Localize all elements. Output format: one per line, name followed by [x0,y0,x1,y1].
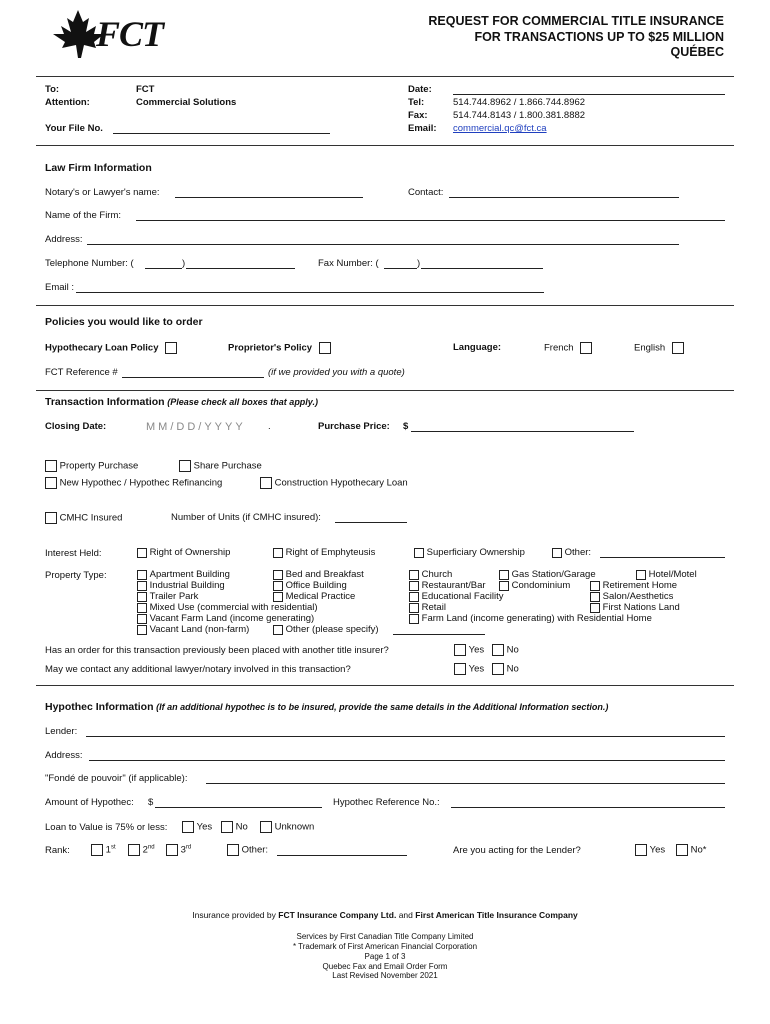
form-title [428,14,724,61]
email-field-label: Email : [45,282,75,293]
rank-second-suffix: nd [147,844,155,851]
attention-value: Commercial Solutions [136,97,237,108]
construction-option [260,477,408,489]
hypothec-address-label: Address: [45,750,83,761]
property-church [409,569,452,580]
q2-yes-label: Yes [468,663,485,675]
property-hotel-checkbox[interactable] [636,570,646,580]
cmhc-checkbox[interactable] [45,512,57,524]
q2-no [492,663,519,675]
construction-label: Construction Hypothecary Loan [274,477,408,489]
phone-label: Telephone Number: ( [45,258,134,269]
property-apartment [137,569,230,580]
hypothec-ref-field[interactable] [451,807,725,808]
transaction-heading-row [45,396,318,408]
hypothecary-policy [45,342,177,354]
interest-superficiary-label: Superficiary Ownership [426,547,525,558]
proprietor-label: Proprietor's Policy [228,342,313,354]
property-mixed-label: Mixed Use (commercial with residential) [149,602,318,613]
q1-no [492,644,519,656]
property-industrial-checkbox[interactable] [137,581,147,591]
law-firm-heading: Law Firm Information [45,162,152,174]
closing-date-input[interactable]: MM/DD/YYYY [146,421,246,433]
page-number: Page 1 of 3 [364,952,406,961]
interest-other-field[interactable] [600,557,725,558]
lender-field[interactable] [86,736,725,737]
fax-field[interactable] [421,268,543,269]
file-no-field[interactable] [113,133,330,134]
property-educational-label: Educational Facility [421,591,504,602]
tel-value: 514.744.8962 / 1.866.744.8962 [453,97,586,108]
interest-emphyteusis-checkbox[interactable] [273,548,283,558]
new-hypothec-option [45,477,222,489]
date-field[interactable] [453,94,725,95]
q2-yes [454,663,484,675]
fax-value: 514.744.8143 / 1.800.381.8882 [453,110,586,121]
fax-paren: ) [417,258,421,269]
email-link[interactable]: commercial.qc@fct.ca [453,123,547,134]
property-purchase-checkbox[interactable] [45,460,57,472]
to-value: FCT [136,84,155,95]
property-salon [590,591,673,602]
acting-yes-label: Yes [649,844,666,856]
rank-first-suffix: st [110,844,116,851]
q2-text: May we contact any additional lawyer/notary involved in this transaction? [45,664,351,675]
property-church-label: Church [421,569,453,580]
rank-third [166,844,191,856]
fct-logo [48,8,198,60]
insurer-2: First American Title Insurance Company [415,910,578,920]
q1-yes [454,644,484,656]
attention-label: Attention: [45,97,90,108]
fax-area-field[interactable] [384,268,417,269]
email-field[interactable] [76,292,544,293]
fct-ref-note: (if we provided you with a quote) [268,367,405,378]
property-vacant-farm-label: Vacant Farm Land (income generating) [149,613,315,624]
property-office [273,580,347,591]
interest-ownership-checkbox[interactable] [137,548,147,558]
units-label: Number of Units (if CMHC insured): [171,512,321,523]
property-medical-checkbox[interactable] [273,592,283,602]
transaction-heading: Transaction Information [45,396,165,408]
property-condo-checkbox[interactable] [499,581,509,591]
property-industrial [137,580,225,591]
closing-date-label: Closing Date: [45,421,107,432]
property-farm-home [409,613,652,624]
amount-field[interactable] [155,807,322,808]
property-educational [409,591,504,602]
property-industrial-label: Industrial Building [149,580,225,591]
property-apartment-checkbox[interactable] [137,570,147,580]
construction-checkbox[interactable] [260,477,272,489]
acting-for-lender-label: Are you acting for the Lender? [453,845,581,856]
insurer-1: FCT Insurance Company Ltd. [278,910,397,920]
address-field[interactable] [87,244,679,245]
property-medical-label: Medical Practice [285,591,356,602]
property-first-nations [590,602,680,613]
lender-label: Lender: [45,726,78,737]
interest-superficiary-option [414,547,525,558]
property-retail-label: Retail [421,602,446,613]
share-purchase-label: Share Purchase [193,460,262,472]
new-hypothec-checkbox[interactable] [45,477,57,489]
property-purchase-label: Property Purchase [59,460,139,472]
property-other [273,624,379,635]
transaction-note: (Please check all boxes that apply.) [167,397,318,407]
interest-ownership-option [137,547,230,558]
ltv-unknown-label: Unknown [274,821,315,833]
property-other-checkbox[interactable] [273,625,283,635]
fax-number-label: Fax Number: ( [318,258,379,269]
property-bnb [273,569,364,580]
hypothecary-checkbox[interactable] [165,342,177,354]
property-farm-home-checkbox[interactable] [409,614,419,624]
rank-third-checkbox[interactable] [166,844,178,856]
interest-ownership-label: Right of Ownership [149,547,231,558]
hypothec-address-field[interactable] [89,760,725,761]
divider [36,145,734,146]
interest-other-label: Other: [564,547,592,558]
ltv-label: Loan to Value is 75% or less: [45,822,168,833]
to-label: To: [45,84,60,95]
property-gas-label: Gas Station/Garage [511,569,596,580]
property-vacant-land-checkbox[interactable] [137,625,147,635]
rank-third-label: 3 [180,844,186,856]
property-trailer-label: Trailer Park [149,591,199,602]
units-field[interactable] [335,522,407,523]
q1-text: Has an order for this transaction previously been placed with another title insurer? [45,645,389,656]
property-retail [409,602,446,613]
proprietor-policy [228,342,331,354]
ltv-yes [182,821,212,833]
rank-first-checkbox[interactable] [91,844,103,856]
tel-label: Tel: [408,97,425,108]
interest-other-option [552,547,591,558]
share-purchase-checkbox[interactable] [179,460,191,472]
file-no-label: Your File No. [45,123,103,134]
date-label: Date: [408,84,432,95]
property-restaurant-label: Restaurant/Bar [421,580,486,591]
divider [36,305,734,306]
form-name: Quebec Fax and Email Order Form [322,962,448,971]
ltv-unknown [260,821,314,833]
property-vacant-land-label: Vacant Land (non-farm) [149,624,250,635]
insurance-and: and [398,910,413,920]
property-church-checkbox[interactable] [409,570,419,580]
new-hypothec-label: New Hypothec / Hypothec Refinancing [59,477,223,489]
property-vacant-land [137,624,249,635]
amount-symbol: $ [148,797,154,808]
property-vacant-farm-checkbox[interactable] [137,614,147,624]
rank-second-label: 2 [142,844,148,856]
title-line-2: FOR TRANSACTIONS UP TO $25 MILLION [474,29,724,44]
hypothec-heading-row [45,701,608,713]
logo-text: FCT [96,14,164,54]
property-hotel-label: Hotel/Motel [648,569,697,580]
title-line-1: REQUEST FOR COMMERCIAL TITLE INSURANCE [428,14,724,28]
contact-field[interactable] [449,197,679,198]
share-purchase-option [179,460,262,472]
property-purchase-option [45,460,138,472]
english-label: English [634,342,666,354]
q2-yes-checkbox[interactable] [454,663,466,675]
notary-field[interactable] [175,197,363,198]
interest-emphyteusis-label: Right of Emphyteusis [285,547,376,558]
ltv-yes-checkbox[interactable] [182,821,194,833]
contact-label: Contact: [408,187,444,198]
rank-first-label: 1 [105,844,111,856]
q1-no-label: No [506,644,519,656]
property-apartment-label: Apartment Building [149,569,230,580]
ltv-no [221,821,248,833]
phone-field[interactable] [186,268,295,269]
rank-second-checkbox[interactable] [128,844,140,856]
interest-emphyteusis-option [273,547,375,558]
property-gas-checkbox[interactable] [499,570,509,580]
hypothec-heading: Hypothec Information [45,701,154,713]
acting-no-label: No* [690,844,707,856]
property-mixed [137,602,318,613]
divider [36,685,734,686]
property-office-checkbox[interactable] [273,581,283,591]
ltv-no-label: No [235,821,248,833]
property-type-label: Property Type: [45,570,107,581]
property-restaurant-checkbox[interactable] [409,581,419,591]
property-trailer [137,591,198,602]
rank-third-suffix: rd [185,844,192,851]
firm-label: Name of the Firm: [45,210,122,221]
language-label: Language: [453,342,502,353]
property-retail-checkbox[interactable] [409,603,419,613]
property-restaurant [409,580,486,591]
property-retirement [590,580,677,591]
property-retirement-label: Retirement Home [602,580,678,591]
rank-other [227,844,268,856]
acting-yes [635,844,665,856]
firm-field[interactable] [136,220,725,221]
fct-ref-label: FCT Reference # [45,367,118,378]
revised-date: Last Revised November 2021 [332,971,438,980]
rank-second [128,844,155,856]
phone-area-field[interactable] [145,268,182,269]
property-mixed-checkbox[interactable] [137,603,147,613]
proprietor-checkbox[interactable] [319,342,331,354]
divider [36,390,734,391]
english-checkbox[interactable] [672,342,684,354]
property-vacant-farm [137,613,314,624]
q1-no-checkbox[interactable] [492,644,504,656]
rank-other-field[interactable] [277,855,407,856]
rank-label: Rank: [45,845,70,856]
property-bnb-checkbox[interactable] [273,570,283,580]
ltv-no-checkbox[interactable] [221,821,233,833]
rank-other-label: Other: [241,844,269,856]
property-other-field[interactable] [393,634,485,635]
property-office-label: Office Building [285,580,347,591]
property-hotel [636,569,697,580]
property-first-nations-checkbox[interactable] [590,603,600,613]
title-line-3: QUÉBEC [670,45,724,59]
property-farm-home-label: Farm Land (income generating) with Residential Home [421,613,652,624]
purchase-price-field[interactable] [411,431,634,432]
fct-ref-field[interactable] [122,377,264,378]
property-first-nations-label: First Nations Land [602,602,680,613]
acting-no [676,844,706,856]
ltv-yes-label: Yes [196,821,213,833]
property-other-label: Other (please specify) [285,624,379,635]
fax-label: Fax: [408,110,428,121]
acting-yes-checkbox[interactable] [635,844,647,856]
trademark-line: * Trademark of First American Financial Corporation [292,942,478,951]
hypothec-note: (If an additional hypothec is to be insured, provide the same details in the Additional Information section.) [156,702,609,712]
property-educational-checkbox[interactable] [409,592,419,602]
ltv-unknown-checkbox[interactable] [260,821,272,833]
interest-superficiary-checkbox[interactable] [414,548,424,558]
hypothec-ref-label: Hypothec Reference No.: [333,797,440,808]
amount-label: Amount of Hypothec: [45,797,134,808]
property-condo [499,580,570,591]
fonde-field[interactable] [206,783,725,784]
french-option [544,342,592,354]
q1-yes-checkbox[interactable] [454,644,466,656]
policies-heading: Policies you would like to order [45,316,203,328]
cmhc-label: CMHC Insured [59,512,123,524]
insurance-line [0,910,770,920]
cmhc-option [45,512,122,524]
acting-no-checkbox[interactable] [676,844,688,856]
purchase-price-label: Purchase Price: [318,421,390,432]
property-gas [499,569,596,580]
english-option [634,342,684,354]
property-medical [273,591,355,602]
interest-other-checkbox[interactable] [552,548,562,558]
purchase-price-symbol: $ [403,421,409,432]
address-label: Address: [45,234,83,245]
services-line: Services by First Canadian Title Company Limited [296,932,474,941]
email-label: Email: [408,123,437,134]
fonde-label: "Fondé de pouvoir" (if applicable): [45,773,188,784]
property-trailer-checkbox[interactable] [137,592,147,602]
interest-held-label: Interest Held: [45,548,102,559]
q2-no-checkbox[interactable] [492,663,504,675]
phone-paren: ) [182,258,186,269]
q2-no-label: No [506,663,519,675]
closing-date-dot: . [268,421,271,432]
property-salon-checkbox[interactable] [590,592,600,602]
property-bnb-label: Bed and Breakfast [285,569,364,580]
french-label: French [544,342,574,354]
q1-yes-label: Yes [468,644,485,656]
notary-label: Notary's or Lawyer's name: [45,187,160,198]
property-retirement-checkbox[interactable] [590,581,600,591]
insurance-prefix: Insurance provided by [192,910,276,920]
french-checkbox[interactable] [580,342,592,354]
divider [36,76,734,77]
property-salon-label: Salon/Aesthetics [602,591,674,602]
rank-first [91,844,116,856]
property-condo-label: Condominium [511,580,571,591]
rank-other-checkbox[interactable] [227,844,239,856]
hypothecary-label: Hypothecary Loan Policy [45,342,159,354]
